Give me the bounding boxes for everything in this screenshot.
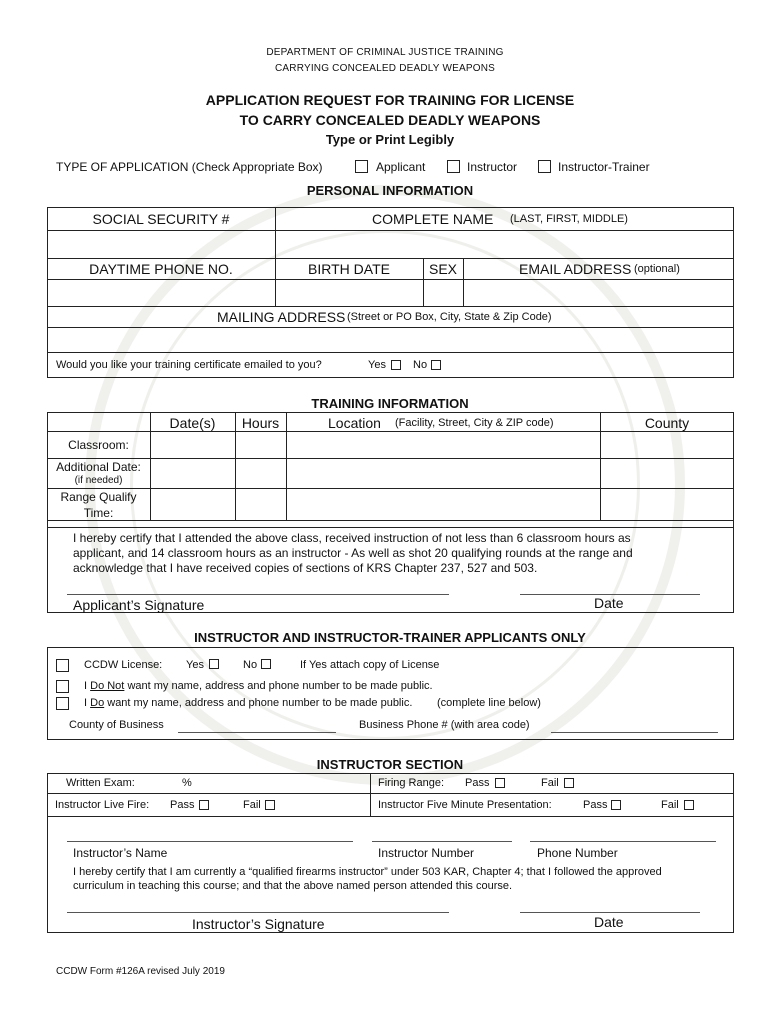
ssn-field[interactable] xyxy=(48,231,274,257)
presentation-fail-checkbox[interactable] xyxy=(684,800,694,810)
do-not-publish-checkbox[interactable] xyxy=(56,680,69,693)
training-certify-line-1: I hereby certify that I attended the above class, received instruction of not less than 6 classroom hours as xyxy=(73,531,631,545)
training-certify-line-2: applicant, and 14 classroom hours as an instructor - As well as shot 20 qualifying rounds at the range and xyxy=(73,546,633,560)
training-info-heading: TRAINING INFORMATION xyxy=(311,396,469,411)
phone-number-label: Phone Number xyxy=(537,846,618,860)
email-cert-no-checkbox[interactable] xyxy=(431,360,441,370)
presentation-pass-label: Pass xyxy=(583,799,608,811)
program-line: CARRYING CONCEALED DEADLY WEAPONS xyxy=(275,63,495,74)
instructor-signature-line[interactable] xyxy=(67,912,449,913)
presentation-fail-label: Fail xyxy=(661,799,679,811)
instructor-certify-line-1: I hereby certify that I am currently a “qualified firearms instructor” under 503 KAR, Chapter 4; that I followed the approved xyxy=(73,866,662,878)
ccdw-yes-checkbox[interactable] xyxy=(209,659,219,669)
email-cert-yes-label: Yes xyxy=(368,359,386,371)
county-of-business-label: County of Business xyxy=(69,719,164,731)
county-column-header: County xyxy=(644,415,690,431)
classroom-location-field[interactable] xyxy=(287,432,599,457)
classroom-dates-field[interactable] xyxy=(151,432,234,457)
additional-date-hint: (if needed) xyxy=(74,475,123,486)
additional-dates-field[interactable] xyxy=(151,459,234,487)
instructor-section-heading: INSTRUCTOR SECTION xyxy=(316,757,464,772)
sex-label: SEX xyxy=(428,261,457,277)
complete-name-hint: (LAST, FIRST, MIDDLE) xyxy=(510,213,628,225)
applicant-date-label: Date xyxy=(594,595,624,611)
firing-range-fail-checkbox[interactable] xyxy=(564,778,574,788)
instructor-checkbox[interactable] xyxy=(447,160,460,173)
instructor-certify-line-2: curriculum in teaching this course; and that the above named person attended this course. xyxy=(73,880,513,892)
form-footer: CCDW Form #126A revised July 2019 xyxy=(56,966,225,977)
live-fire-fail-label: Fail xyxy=(243,799,261,811)
written-exam-label: Written Exam: xyxy=(66,777,135,789)
ccdw-no-label: No xyxy=(243,659,258,671)
live-fire-fail-checkbox[interactable] xyxy=(265,800,275,810)
attach-license-note: If Yes attach copy of License xyxy=(300,659,440,671)
instructor-number-line[interactable] xyxy=(372,841,512,842)
do-publish-checkbox[interactable] xyxy=(56,697,69,710)
instructor-option-label: Instructor xyxy=(467,160,518,174)
firing-range-label: Firing Range: xyxy=(378,777,445,789)
instructor-date-line[interactable] xyxy=(520,912,700,913)
application-type-label: TYPE OF APPLICATION (Check Appropriate Box) xyxy=(56,160,323,174)
department-line: DEPARTMENT OF CRIMINAL JUSTICE TRAINING xyxy=(266,47,504,58)
phone-label: DAYTIME PHONE NO. xyxy=(89,261,233,277)
classroom-county-field[interactable] xyxy=(601,432,733,457)
applicant-checkbox[interactable] xyxy=(355,160,368,173)
email-cert-no-label: No xyxy=(413,359,428,371)
applicant-option-label: Applicant xyxy=(376,160,426,174)
instructor-signature-label: Instructor’s Signature xyxy=(192,916,325,932)
email-field[interactable] xyxy=(464,280,733,305)
birth-date-label: BIRTH DATE xyxy=(308,261,390,277)
applicant-signature-line[interactable] xyxy=(67,594,449,595)
instructor-trainer-option-label: Instructor-Trainer xyxy=(558,160,650,174)
firing-range-pass-checkbox[interactable] xyxy=(495,778,505,788)
range-qualify-row-label: Range Qualify xyxy=(60,490,137,504)
mailing-address-label: MAILING ADDRESS xyxy=(217,309,346,325)
email-label: EMAIL ADDRESS xyxy=(519,261,632,277)
classroom-hours-field[interactable] xyxy=(236,432,285,457)
location-column-hint: (Facility, Street, City & ZIP code) xyxy=(395,417,554,429)
instructor-applicants-heading: INSTRUCTOR AND INSTRUCTOR-TRAINER APPLICANTS ONLY xyxy=(194,630,586,645)
do-publish-text: I Do want my name, address and phone number to be made public. xyxy=(84,697,413,709)
applicant-signature-label: Applicant’s Signature xyxy=(73,597,205,613)
live-fire-pass-label: Pass xyxy=(170,799,195,811)
location-column-header: Location xyxy=(328,415,381,431)
range-location-field[interactable] xyxy=(287,489,599,519)
mailing-address-field[interactable] xyxy=(48,328,733,351)
five-minute-presentation-label: Instructor Five Minute Presentation: xyxy=(378,799,552,811)
hours-column-header: Hours xyxy=(241,415,280,431)
ccdw-yes-label: Yes xyxy=(186,659,204,671)
phone-field[interactable] xyxy=(48,280,274,305)
phone-number-line[interactable] xyxy=(530,841,716,842)
instructor-name-line[interactable] xyxy=(67,841,353,842)
written-exam-percent: % xyxy=(182,777,192,789)
instructor-trainer-checkbox[interactable] xyxy=(538,160,551,173)
county-of-business-line[interactable] xyxy=(178,732,336,733)
ccdw-license-label: CCDW License: xyxy=(84,659,163,671)
ccdw-no-checkbox[interactable] xyxy=(261,659,271,669)
presentation-pass-checkbox[interactable] xyxy=(611,800,621,810)
firing-range-pass-label: Pass xyxy=(465,777,490,789)
form-title-1: APPLICATION REQUEST FOR TRAINING FOR LICENSE xyxy=(205,92,575,108)
business-phone-line[interactable] xyxy=(551,732,718,733)
do-publish-hint: (complete line below) xyxy=(437,697,541,709)
live-fire-label: Instructor Live Fire: xyxy=(55,799,150,811)
email-hint: (optional) xyxy=(634,263,680,275)
instructor-number-label: Instructor Number xyxy=(378,846,475,860)
dates-column-header: Date(s) xyxy=(169,415,216,431)
complete-name-label: COMPLETE NAME xyxy=(372,211,494,227)
additional-county-field[interactable] xyxy=(601,459,733,487)
business-phone-label: Business Phone # (with area code) xyxy=(359,719,530,731)
sex-field[interactable] xyxy=(424,280,462,305)
form-title-2: TO CARRY CONCEALED DEADLY WEAPONS xyxy=(239,112,541,128)
classroom-row-label: Classroom: xyxy=(68,438,129,452)
ssn-label: SOCIAL SECURITY # xyxy=(92,211,230,227)
email-certificate-question: Would you like your training certificate emailed to you? xyxy=(56,359,322,371)
ccdw-license-checkbox[interactable] xyxy=(56,659,69,672)
training-certify-line-3: acknowledge that I have received copies of sections of KRS Chapter 237, 527 and 503. xyxy=(73,561,538,575)
birth-date-field[interactable] xyxy=(276,280,422,305)
email-cert-yes-checkbox[interactable] xyxy=(391,360,401,370)
complete-name-field[interactable] xyxy=(276,231,733,257)
range-hours-field[interactable] xyxy=(236,489,285,519)
instructor-name-label: Instructor’s Name xyxy=(73,846,168,860)
additional-date-row-label: Additional Date: xyxy=(56,460,141,474)
form-subtitle: Type or Print Legibly xyxy=(325,132,455,147)
mailing-address-hint: (Street or PO Box, City, State & Zip Code) xyxy=(347,311,552,323)
do-not-publish-text: I Do Not want my name, address and phone number to be made public. xyxy=(84,680,433,692)
additional-hours-field[interactable] xyxy=(236,459,285,487)
range-dates-field[interactable] xyxy=(151,489,234,519)
additional-location-field[interactable] xyxy=(287,459,599,487)
live-fire-pass-checkbox[interactable] xyxy=(199,800,209,810)
range-qualify-time-label: Time: xyxy=(83,506,114,520)
range-county-field[interactable] xyxy=(601,489,733,519)
instructor-date-label: Date xyxy=(594,914,624,930)
personal-info-heading: PERSONAL INFORMATION xyxy=(306,183,474,198)
firing-range-fail-label: Fail xyxy=(541,777,559,789)
